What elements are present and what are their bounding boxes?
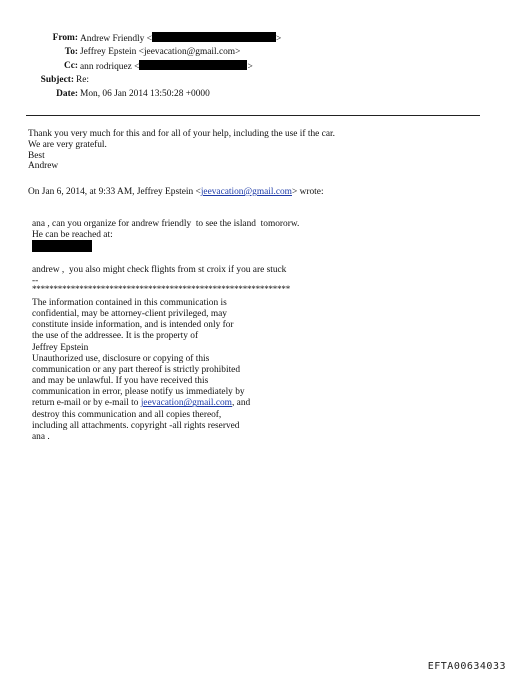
document-id: EFTA00634033 <box>427 661 506 672</box>
date-label: Date: <box>56 89 78 99</box>
to-value: Jeffrey Epstein <jeevacation@gmail.com> <box>80 47 241 57</box>
to-label: To: <box>64 47 78 57</box>
from-value: Andrew Friendly < <box>80 34 152 44</box>
cc-label: Cc: <box>63 61 78 71</box>
redaction-bar <box>152 32 276 42</box>
confidentiality-disclaimer: The information contained in this communication is confidential, may be attorney-client privileged, may constitute inside information, and is intended only for the use of the addressee. It is the property of Jeffrey Epstein Unauthorized use, disclosure or copying of this communication or any part thereof is strictly prohibited and may be unlawful. If you have received this communication in error, please notify us immediately by return e-mail or by e-mail to jeevacation@gmail.com, and destroy this communication and all copies thereof, including all attachments. copyright -all rights reserved ana . <box>32 298 251 442</box>
email-link[interactable]: jeevacation@gmail.com <box>200 187 292 197</box>
quoted-message-continued: andrew , you also might check flights from st croix if you are stuck -- <box>32 265 287 286</box>
from-close-bracket: > <box>275 34 282 44</box>
cc-value: ann rodriquez < <box>80 62 140 72</box>
redaction-bar <box>139 60 247 70</box>
quote-intro: On Jan 6, 2014, at 9:33 AM, Jeffrey Epstein <jeevacation@gmail.com> wrote: <box>28 187 324 197</box>
reply-body: Thank you very much for this and for all of your help, including the use if the car. We are very grateful. Best Andrew <box>28 129 335 172</box>
header-divider <box>26 115 480 116</box>
separator-asterisks: ************************************************************ <box>32 284 291 294</box>
from-label: From: <box>52 33 78 43</box>
redaction-bar <box>32 240 92 252</box>
subject-label: Subject: <box>40 75 74 85</box>
subject-value: Re: <box>76 75 90 85</box>
email-link[interactable]: jeevacation@gmail.com <box>140 398 232 409</box>
quoted-message: ana , can you organize for andrew friendly to see the island tomororw. He can be reached at: <box>32 219 300 240</box>
cc-close-bracket: > <box>247 62 253 72</box>
date-value: Mon, 06 Jan 2014 13:50:28 +0000 <box>80 89 210 99</box>
